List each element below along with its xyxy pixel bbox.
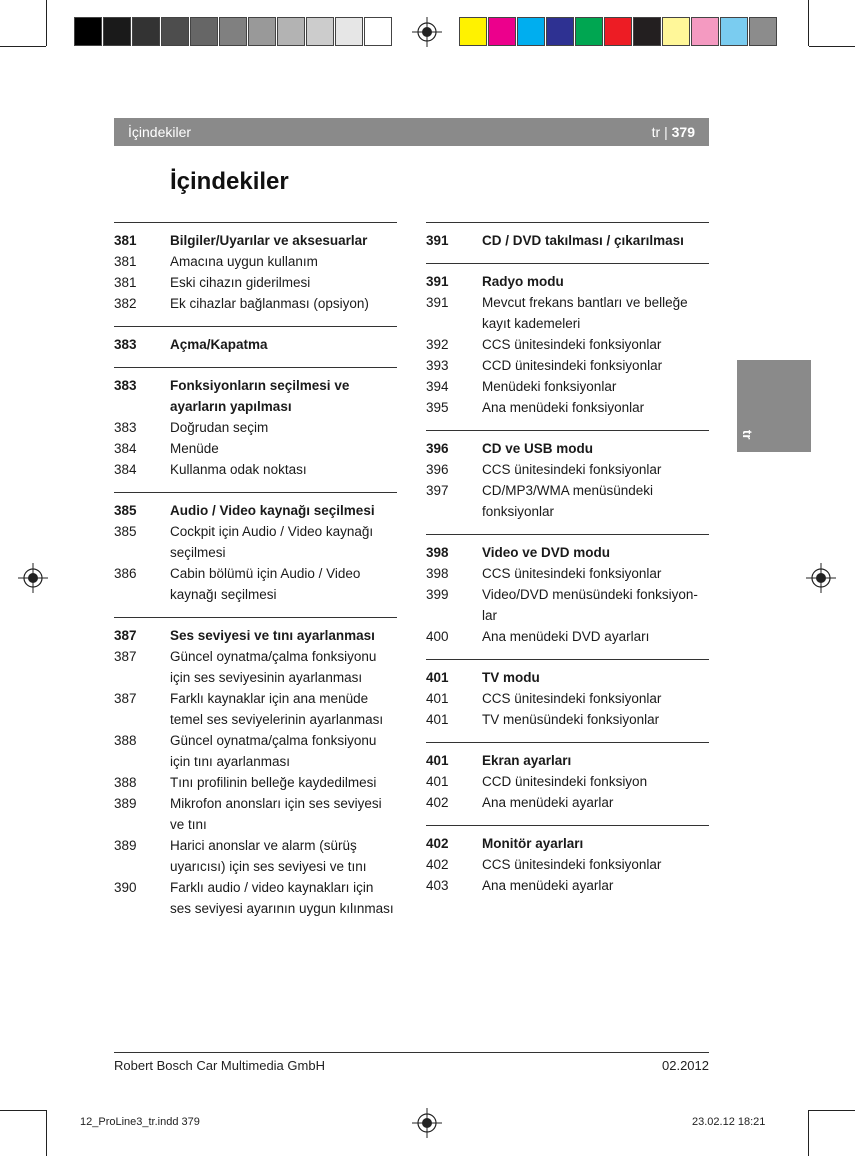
toc-entry-text: Kullanma odak noktası	[170, 462, 307, 477]
toc-entry-text: Video ve DVD modu	[482, 545, 611, 560]
toc-section-heading	[426, 542, 709, 563]
color-swatch	[306, 17, 334, 46]
toc-entry-text: Video/DVD menüsündeki fonksiyon-lar	[482, 587, 698, 623]
toc-page-number: 390	[114, 880, 137, 895]
toc-entry-text: CCS ünitesindeki fonksiyonlar	[482, 462, 662, 477]
toc-section-heading	[426, 230, 709, 251]
toc-entry-text: Fonksiyonların seçilmesi ve ayarların yapılması	[170, 378, 350, 414]
toc-entry-text: CCD ünitesindeki fonksiyon	[482, 774, 648, 789]
toc-section-heading	[114, 625, 397, 646]
toc-section	[426, 222, 709, 251]
toc-entry	[426, 688, 709, 709]
toc-entry-text: Açma/Kapatma	[170, 337, 268, 352]
toc-entry	[426, 376, 709, 397]
toc-page-number: 388	[114, 733, 137, 748]
color-swatch	[335, 17, 363, 46]
toc-page-number: 391	[426, 295, 449, 310]
toc-entry-text: CD/MP3/WMA menüsündeki fonksiyonlar	[482, 483, 654, 519]
toc-entry-text: Ses seviyesi ve tını ayarlanması	[170, 628, 375, 643]
toc-section	[426, 430, 709, 522]
toc-page-number: 387	[114, 691, 137, 706]
toc-entry-text: Mevcut frekans bantları ve belleğe kayıt kademeleri	[482, 295, 688, 331]
toc-section	[426, 534, 709, 647]
toc-column-left	[114, 222, 397, 931]
toc-section-heading	[114, 375, 397, 417]
toc-page-number: 389	[114, 796, 137, 811]
footer-date: 02.2012	[662, 1058, 709, 1073]
toc-section	[426, 659, 709, 730]
toc-entry	[114, 251, 397, 272]
slug-file: 12_ProLine3_tr.indd 379	[80, 1116, 200, 1128]
toc-section	[114, 326, 397, 355]
footer-rule	[114, 1052, 709, 1053]
toc-section	[114, 367, 397, 480]
toc-entry-text: Farklı kaynaklar için ana menüde temel ses seviyelerinin ayarlanması	[170, 691, 384, 727]
toc-entry-text: Eski cihazın giderilmesi	[170, 275, 311, 290]
toc-section	[426, 742, 709, 813]
toc-page-number: 398	[426, 545, 449, 560]
toc-page-number: 386	[114, 566, 137, 581]
toc-entry-text: TV menüsündeki fonksiyonlar	[482, 712, 660, 727]
toc-entry	[114, 272, 397, 293]
toc-entry	[114, 417, 397, 438]
toc-page-number: 394	[426, 379, 449, 394]
toc-section-heading	[426, 750, 709, 771]
toc-page-number: 391	[426, 233, 449, 248]
toc-page-number: 403	[426, 878, 449, 893]
toc-entry	[426, 709, 709, 730]
toc-page-number: 396	[426, 462, 449, 477]
toc-page-number: 401	[426, 712, 449, 727]
toc-page-number: 381	[114, 233, 137, 248]
color-swatch	[546, 17, 574, 46]
toc-entry-text: Farklı audio / video kaynakları için ses seviyesi ayarının uygun kılınması	[170, 880, 394, 916]
toc-page-number: 385	[114, 503, 137, 518]
toc-entry-text: Mikrofon anonsları için ses seviyesi ve tını	[170, 796, 382, 832]
color-swatch	[749, 17, 777, 46]
toc-page-number: 387	[114, 628, 137, 643]
toc-section	[426, 263, 709, 418]
cmyk-color-bar	[459, 17, 778, 46]
toc-entry-text: Bilgiler/Uyarılar ve aksesuarlar	[170, 233, 368, 248]
toc-entry-text: Amacına uygun kullanım	[170, 254, 318, 269]
toc-entry-text: Tını profilinin belleğe kaydedilmesi	[170, 775, 377, 790]
toc-entry	[114, 293, 397, 314]
toc-entry-text: Menüdeki fonksiyonlar	[482, 379, 617, 394]
color-swatch	[575, 17, 603, 46]
toc-page-number: 395	[426, 400, 449, 415]
toc-page-number: 401	[426, 691, 449, 706]
toc-page-number: 401	[426, 670, 449, 685]
toc-section	[114, 617, 397, 919]
toc-section-heading	[114, 334, 397, 355]
toc-entry	[426, 459, 709, 480]
toc-entry-text: CCD ünitesindeki fonksiyonlar	[482, 358, 663, 373]
color-swatch	[604, 17, 632, 46]
toc-entry	[426, 355, 709, 376]
toc-entry-text: Ana menüdeki fonksiyonlar	[482, 400, 645, 415]
toc-entry-text: CCS ünitesindeki fonksiyonlar	[482, 337, 662, 352]
toc-entry-text: Cabin bölümü için Audio / Video kaynağı seçilmesi	[170, 566, 361, 602]
toc-page-number: 381	[114, 254, 137, 269]
toc-entry	[114, 459, 397, 480]
toc-entry	[426, 875, 709, 896]
toc-entry-text: Ana menüdeki ayarlar	[482, 878, 614, 893]
toc-entry-text: Ekran ayarları	[482, 753, 572, 768]
slug-timestamp: 23.02.12 18:21	[692, 1116, 766, 1128]
toc-section	[114, 492, 397, 605]
toc-entry-text: Menüde	[170, 441, 219, 456]
toc-entry-text: Doğrudan seçim	[170, 420, 269, 435]
toc-entry	[426, 854, 709, 875]
toc-page-number: 389	[114, 838, 137, 853]
toc-page-number: 383	[114, 378, 137, 393]
toc-entry	[426, 792, 709, 813]
toc-page-number: 397	[426, 483, 449, 498]
toc-entry	[426, 771, 709, 792]
toc-entry	[114, 688, 397, 730]
registration-mark-icon	[412, 1108, 442, 1138]
toc-entry	[114, 877, 397, 919]
color-swatch	[720, 17, 748, 46]
toc-entry-text: Ana menüdeki ayarlar	[482, 795, 614, 810]
header-page-number: 379	[671, 124, 695, 140]
toc-entry	[114, 730, 397, 772]
color-swatch	[691, 17, 719, 46]
toc-section	[114, 222, 397, 314]
toc-page-number: 392	[426, 337, 449, 352]
toc-entry	[114, 835, 397, 877]
color-swatch	[74, 17, 102, 46]
toc-section-heading	[114, 230, 397, 251]
toc-column-right	[426, 222, 709, 908]
toc-page-number: 383	[114, 337, 137, 352]
toc-page-number: 384	[114, 441, 137, 456]
gray-color-bar	[74, 17, 393, 46]
side-tab-label: tr	[740, 430, 755, 440]
toc-entry	[114, 793, 397, 835]
language-side-tab	[737, 360, 811, 452]
toc-entry-text: Güncel oynatma/çalma fonksiyonu için ses seviyesinin ayarlanması	[170, 649, 377, 685]
toc-page-number: 396	[426, 441, 449, 456]
color-swatch	[103, 17, 131, 46]
toc-entry	[114, 438, 397, 459]
header-page-indicator: tr | 379	[651, 124, 695, 140]
toc-entry-text: CD / DVD takılması / çıkarılması	[482, 233, 684, 248]
toc-entry-text: Cockpit için Audio / Video kaynağı seçilmesi	[170, 524, 374, 560]
toc-page-number: 400	[426, 629, 449, 644]
toc-entry-text: CCS ünitesindeki fonksiyonlar	[482, 691, 662, 706]
toc-page-number: 385	[114, 524, 137, 539]
toc-entry	[114, 521, 397, 563]
color-swatch	[633, 17, 661, 46]
toc-entry	[426, 480, 709, 522]
page-title: İçindekiler	[170, 168, 289, 195]
toc-section-heading	[426, 667, 709, 688]
toc-page-number: 381	[114, 275, 137, 290]
toc-entry-text: Radyo modu	[482, 274, 564, 289]
toc-page-number: 384	[114, 462, 137, 477]
toc-page-number: 391	[426, 274, 449, 289]
toc-page-number: 382	[114, 296, 137, 311]
color-swatch	[364, 17, 392, 46]
toc-page-number: 402	[426, 795, 449, 810]
toc-page-number: 401	[426, 753, 449, 768]
toc-entry	[426, 563, 709, 584]
color-swatch	[190, 17, 218, 46]
color-swatch	[132, 17, 160, 46]
toc-entry-text: Ek cihazlar bağlanması (opsiyon)	[170, 296, 369, 311]
toc-entry-text: CCS ünitesindeki fonksiyonlar	[482, 566, 662, 581]
toc-page-number: 387	[114, 649, 137, 664]
toc-entry-text: CD ve USB modu	[482, 441, 594, 456]
color-swatch	[517, 17, 545, 46]
toc-entry-text: TV modu	[482, 670, 540, 685]
toc-page-number: 401	[426, 774, 449, 789]
toc-section-heading	[426, 271, 709, 292]
color-swatch	[459, 17, 487, 46]
toc-entry	[114, 563, 397, 605]
toc-entry-text: Güncel oynatma/çalma fonksiyonu için tını ayarlanması	[170, 733, 377, 769]
toc-page-number: 398	[426, 566, 449, 581]
toc-entry-text: Ana menüdeki DVD ayarları	[482, 629, 650, 644]
registration-mark-icon	[412, 17, 442, 47]
color-swatch	[161, 17, 189, 46]
toc-page-number: 402	[426, 857, 449, 872]
toc-section	[426, 825, 709, 896]
toc-page-number: 393	[426, 358, 449, 373]
toc-entry-text: Audio / Video kaynağı seçilmesi	[170, 503, 375, 518]
color-swatch	[219, 17, 247, 46]
toc-section-heading	[426, 833, 709, 854]
toc-entry-text: Monitör ayarları	[482, 836, 584, 851]
toc-entry	[114, 646, 397, 688]
toc-entry	[426, 397, 709, 418]
toc-section-heading	[114, 500, 397, 521]
toc-entry	[426, 334, 709, 355]
toc-entry	[426, 292, 709, 334]
toc-entry	[426, 626, 709, 647]
toc-section-heading	[426, 438, 709, 459]
toc-entry	[426, 584, 709, 626]
header-section-label: İçindekiler	[128, 124, 192, 140]
color-swatch	[488, 17, 516, 46]
footer-company: Robert Bosch Car Multimedia GmbH	[114, 1058, 325, 1073]
toc-page-number: 383	[114, 420, 137, 435]
registration-mark-icon	[18, 563, 48, 593]
toc-page-number: 388	[114, 775, 137, 790]
toc-entry-text: Harici anonslar ve alarm (sürüş uyarıcısı) için ses seviyesi ve tını	[170, 838, 367, 874]
color-swatch	[277, 17, 305, 46]
toc-page-number: 402	[426, 836, 449, 851]
registration-mark-icon	[806, 563, 836, 593]
color-swatch	[248, 17, 276, 46]
toc-entry	[114, 772, 397, 793]
header-lang: tr	[651, 124, 661, 140]
color-swatch	[662, 17, 690, 46]
header-band	[114, 118, 709, 146]
toc-page-number: 399	[426, 587, 449, 602]
toc-entry-text: CCS ünitesindeki fonksiyonlar	[482, 857, 662, 872]
